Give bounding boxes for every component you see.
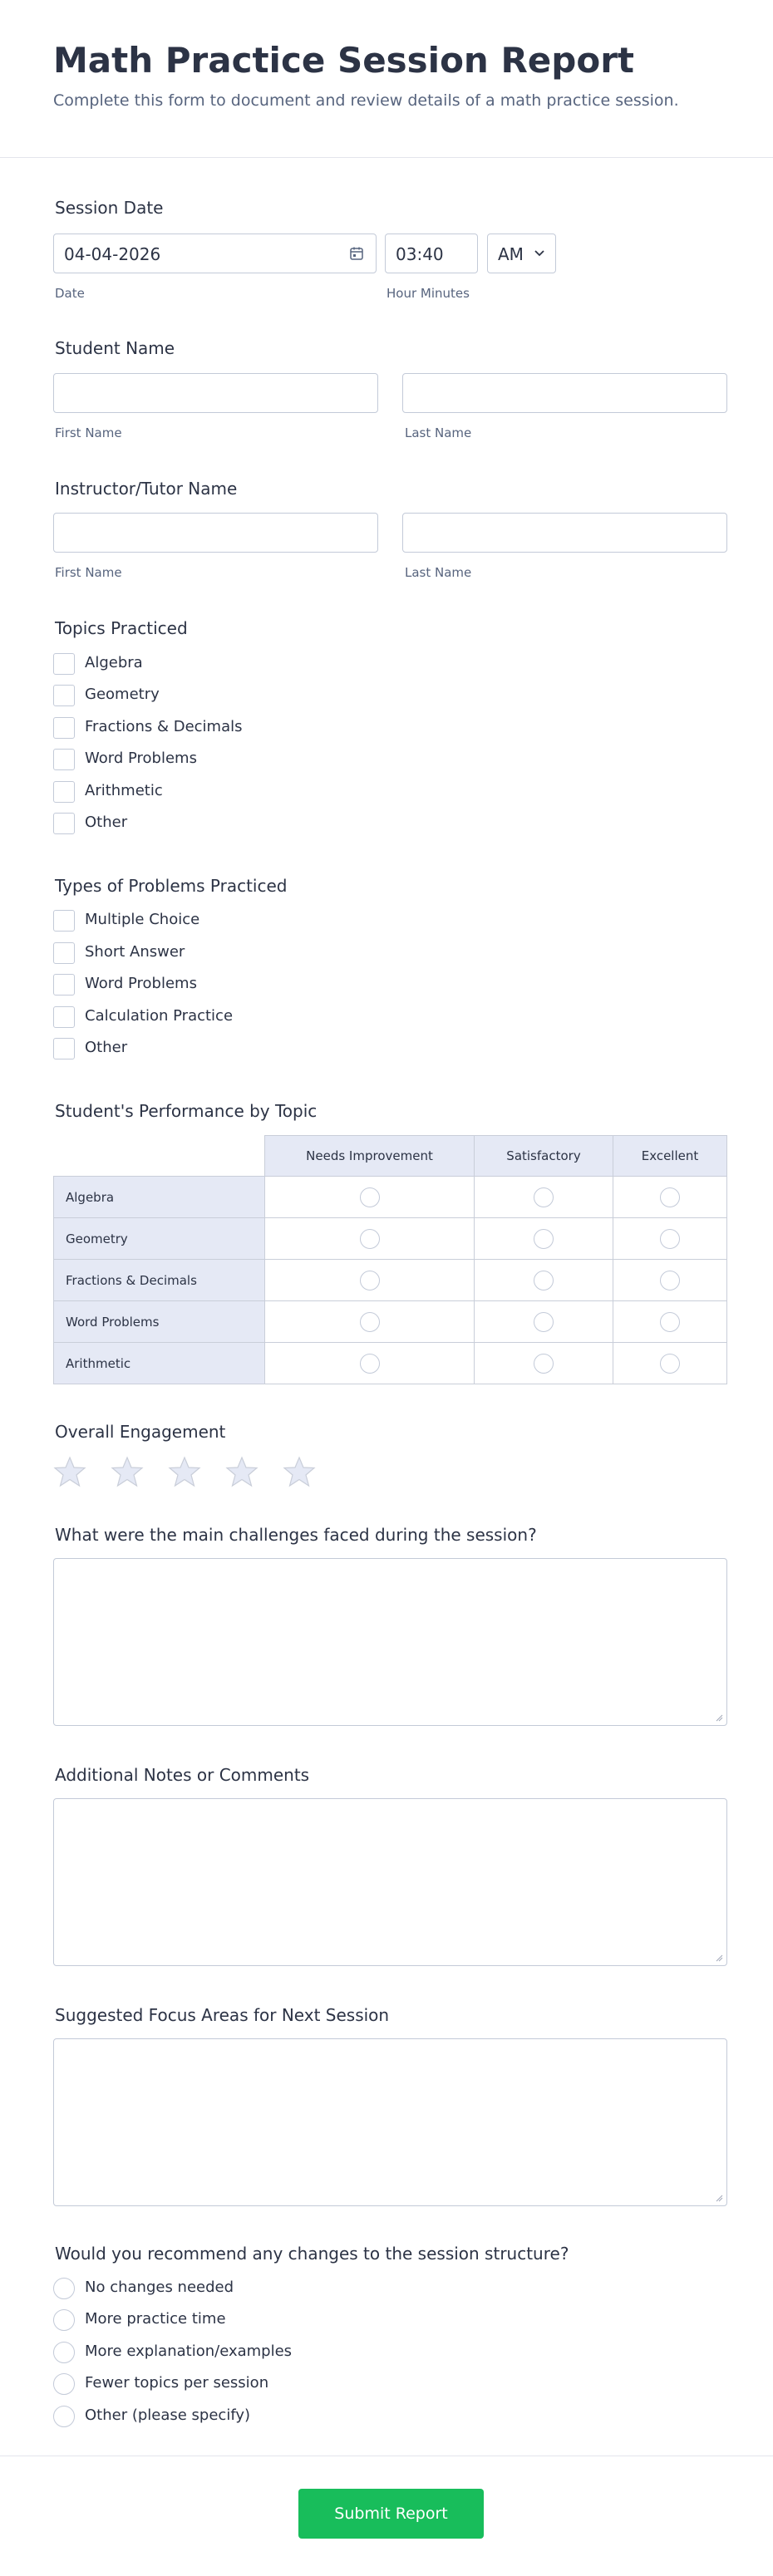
checkbox[interactable] [53, 685, 75, 706]
radio-button[interactable] [660, 1312, 680, 1332]
checkbox[interactable] [53, 974, 75, 995]
matrix-cell[interactable] [613, 1177, 727, 1218]
topic-option-label: Fractions & Decimals [85, 718, 243, 735]
checkbox[interactable] [53, 749, 75, 770]
change-option-label: Fewer topics per session [85, 2374, 269, 2392]
matrix-row-label: Fractions & Decimals [53, 1260, 265, 1301]
matrix-row [53, 1177, 727, 1218]
matrix-cell[interactable] [613, 1260, 727, 1301]
student-first-name-input[interactable] [53, 373, 378, 413]
matrix-row [53, 1260, 727, 1301]
radio-button[interactable] [660, 1187, 680, 1207]
star-rating[interactable] [53, 1455, 336, 1488]
matrix-row-label: Word Problems [53, 1301, 265, 1343]
resize-handle-icon[interactable] [715, 1954, 723, 1962]
star-icon[interactable] [168, 1455, 201, 1488]
matrix-cell[interactable] [613, 1218, 727, 1260]
performance-matrix [53, 1135, 727, 1384]
ampm-value: AM [498, 244, 524, 264]
radio-button[interactable] [660, 1354, 680, 1374]
focus-areas-label: Suggested Focus Areas for Next Session [55, 2005, 390, 2025]
student-name-label: Student Name [55, 338, 175, 358]
notes-label: Additional Notes or Comments [55, 1765, 310, 1785]
resize-handle-icon[interactable] [715, 1713, 723, 1722]
problem-types-label: Types of Problems Practiced [55, 876, 288, 896]
matrix-row [53, 1218, 727, 1260]
matrix-cell[interactable] [265, 1177, 475, 1218]
checkbox[interactable] [53, 910, 75, 932]
challenges-textarea[interactable] [53, 1558, 727, 1726]
problem-type-option-label: Word Problems [85, 975, 197, 992]
session-date-label: Session Date [55, 198, 164, 218]
matrix-row [53, 1343, 727, 1384]
matrix-column-header: Satisfactory [475, 1135, 613, 1177]
radio-button[interactable] [660, 1271, 680, 1290]
matrix-cell[interactable] [475, 1218, 613, 1260]
topic-option-label: Geometry [85, 686, 160, 703]
performance-label: Student's Performance by Topic [55, 1101, 318, 1121]
radio-button[interactable] [534, 1354, 554, 1374]
problem-type-option-label: Multiple Choice [85, 911, 200, 928]
radio-button[interactable] [53, 2373, 75, 2395]
matrix-cell[interactable] [613, 1343, 727, 1384]
date-input[interactable] [53, 234, 377, 273]
focus-areas-textarea[interactable] [53, 2038, 727, 2206]
radio-button[interactable] [534, 1271, 554, 1290]
radio-button[interactable] [53, 2278, 75, 2299]
resize-handle-icon[interactable] [715, 2194, 723, 2202]
topic-option-label: Other [85, 814, 128, 831]
matrix-corner [53, 1135, 265, 1177]
change-option-label: More practice time [85, 2310, 226, 2328]
matrix-cell[interactable] [265, 1218, 475, 1260]
change-option-label: No changes needed [85, 2279, 234, 2296]
star-icon[interactable] [53, 1455, 86, 1488]
matrix-column-header: Excellent [613, 1135, 727, 1177]
topic-option-label: Arithmetic [85, 782, 163, 799]
radio-button[interactable] [360, 1187, 380, 1207]
radio-button[interactable] [534, 1229, 554, 1249]
matrix-cell[interactable] [613, 1301, 727, 1343]
form-header [0, 0, 773, 158]
instructor-name-label: Instructor/Tutor Name [55, 479, 238, 499]
matrix-cell[interactable] [475, 1343, 613, 1384]
date-sublabel: Date [55, 286, 85, 301]
radio-button[interactable] [360, 1229, 380, 1249]
topic-option-label: Word Problems [85, 750, 197, 767]
challenges-label: What were the main challenges faced during the session? [55, 1525, 537, 1545]
chevron-down-icon [534, 248, 545, 259]
time-input[interactable] [385, 234, 478, 273]
date-value: 04-04-2026 [64, 244, 161, 264]
matrix-row-label: Arithmetic [53, 1343, 265, 1384]
ampm-select[interactable] [487, 234, 556, 273]
form-title: Math Practice Session Report [53, 40, 634, 81]
problem-type-option-label: Short Answer [85, 943, 185, 961]
radio-button[interactable] [360, 1354, 380, 1374]
instructor-first-name-sublabel: First Name [55, 565, 122, 580]
engagement-label: Overall Engagement [55, 1422, 226, 1442]
radio-button[interactable] [53, 2342, 75, 2363]
student-last-name-input[interactable] [402, 373, 727, 413]
problem-type-option-label: Other [85, 1039, 128, 1056]
matrix-row-label: Algebra [53, 1177, 265, 1218]
calendar-icon[interactable] [349, 246, 364, 261]
submit-button[interactable]: Submit Report [298, 2489, 484, 2539]
instructor-first-name-input[interactable] [53, 513, 378, 553]
checkbox[interactable] [53, 717, 75, 739]
problem-type-option-label: Calculation Practice [85, 1007, 234, 1025]
matrix-row [53, 1301, 727, 1343]
instructor-last-name-sublabel: Last Name [405, 565, 472, 580]
form-subtitle: Complete this form to document and review details of a math practice session. [53, 91, 679, 110]
checkbox[interactable] [53, 1038, 75, 1059]
instructor-last-name-input[interactable] [402, 513, 727, 553]
matrix-cell[interactable] [475, 1301, 613, 1343]
matrix-cell[interactable] [265, 1343, 475, 1384]
star-icon[interactable] [225, 1455, 258, 1488]
radio-button[interactable] [360, 1312, 380, 1332]
topics-practiced-label: Topics Practiced [55, 618, 188, 638]
student-last-name-sublabel: Last Name [405, 425, 472, 440]
checkbox[interactable] [53, 781, 75, 803]
matrix-cell[interactable] [265, 1301, 475, 1343]
radio-button[interactable] [360, 1271, 380, 1290]
star-icon[interactable] [111, 1455, 144, 1488]
matrix-cell[interactable] [265, 1260, 475, 1301]
checkbox[interactable] [53, 942, 75, 964]
checkbox[interactable] [53, 1006, 75, 1028]
radio-button[interactable] [53, 2406, 75, 2427]
checkbox[interactable] [53, 653, 75, 675]
changes-label: Would you recommend any changes to the session structure? [55, 2244, 569, 2264]
radio-button[interactable] [534, 1312, 554, 1332]
time-sublabel: Hour Minutes [386, 286, 470, 301]
matrix-cell[interactable] [475, 1260, 613, 1301]
notes-textarea[interactable] [53, 1798, 727, 1966]
star-icon[interactable] [283, 1455, 316, 1488]
change-option-label: More explanation/examples [85, 2342, 293, 2360]
radio-button[interactable] [534, 1187, 554, 1207]
matrix-cell[interactable] [475, 1177, 613, 1218]
matrix-row-label: Geometry [53, 1218, 265, 1260]
change-option-label: Other (please specify) [85, 2406, 251, 2424]
topic-option-label: Algebra [85, 654, 143, 671]
checkbox[interactable] [53, 813, 75, 834]
student-first-name-sublabel: First Name [55, 425, 122, 440]
radio-button[interactable] [660, 1229, 680, 1249]
time-value: 03:40 [396, 244, 444, 264]
matrix-column-header: Needs Improvement [265, 1135, 475, 1177]
radio-button[interactable] [53, 2309, 75, 2331]
